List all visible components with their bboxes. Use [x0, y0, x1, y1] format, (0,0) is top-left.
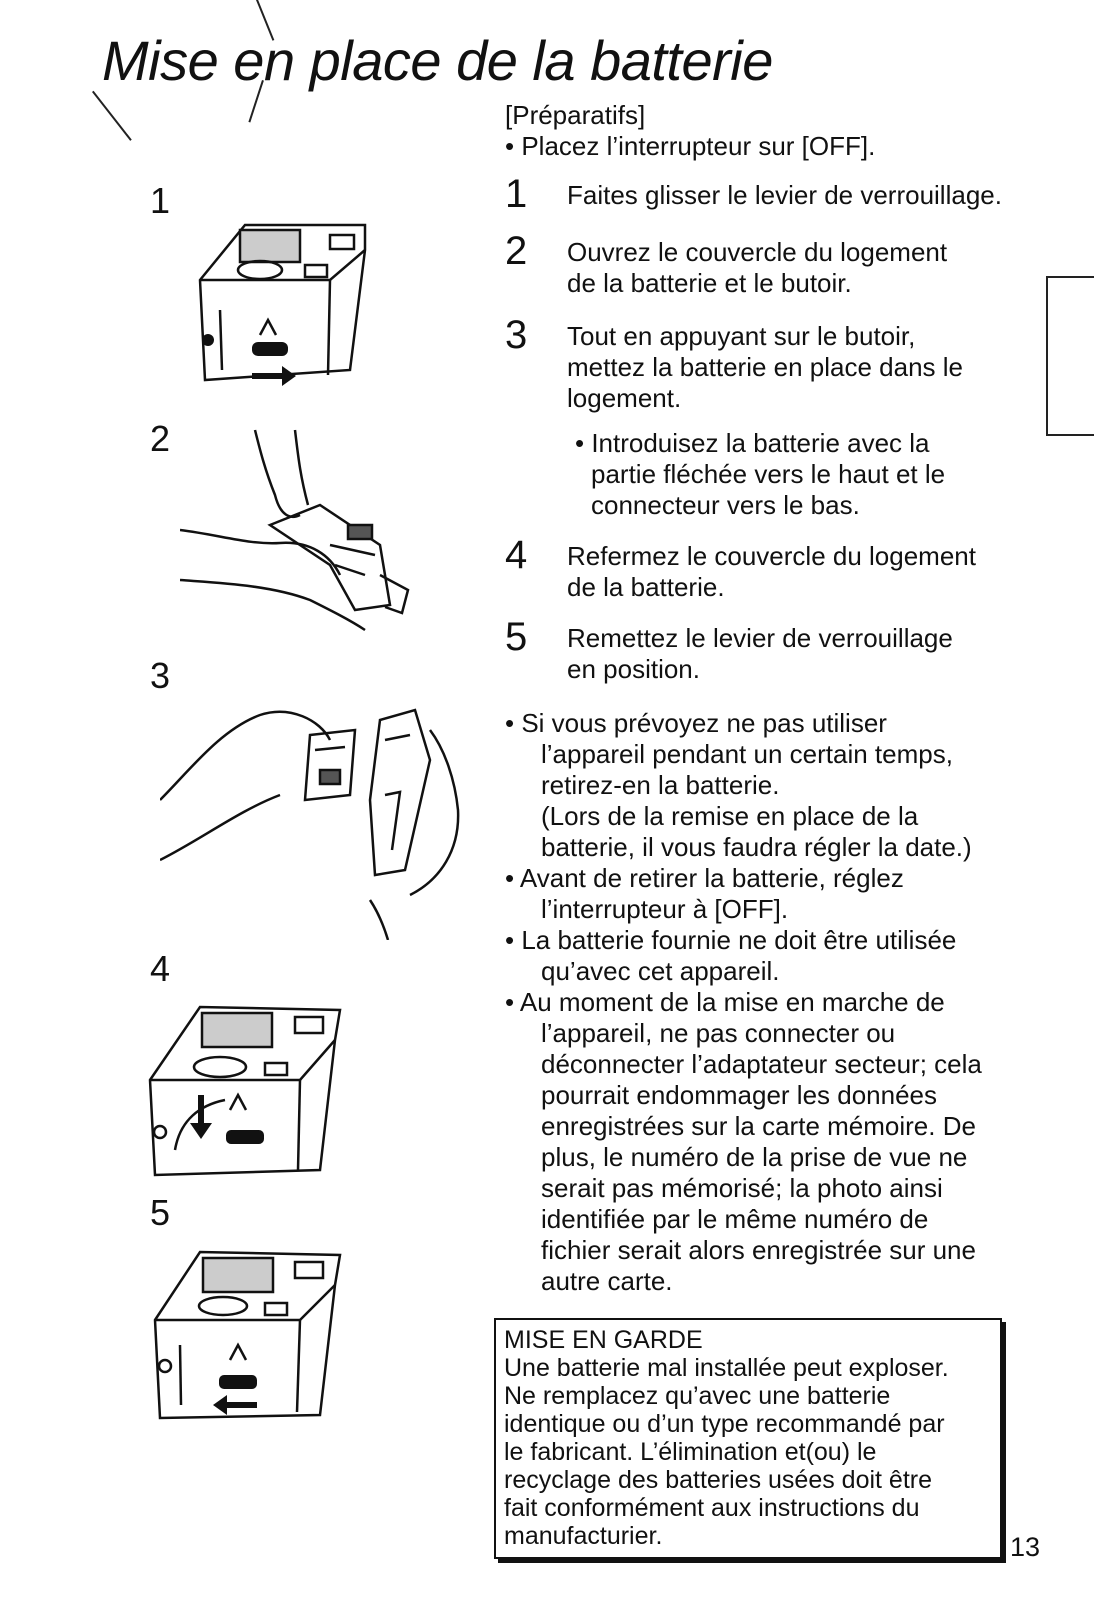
decorative-line [92, 91, 132, 141]
step-4 [505, 533, 1005, 603]
note-line: enregistrées sur la carte mémoire. De [541, 1111, 976, 1141]
caution-line: manufacturier. [504, 1522, 663, 1550]
step-text: Refermez le couvercle du logement [567, 541, 976, 571]
page-title: Mise en place de la batterie [102, 29, 773, 92]
note-line: • Si vous prévoyez ne pas utiliser [505, 708, 887, 738]
preparation-bullet: • Placez l’interrupteur sur [OFF]. [505, 131, 876, 161]
note-line: retirez-en la batterie. [541, 770, 780, 800]
step-text: de la batterie. [567, 572, 725, 602]
note-line: autre carte. [541, 1266, 673, 1296]
step-3 [505, 313, 1005, 414]
figure-number: 2 [150, 418, 171, 459]
note-line: l’interrupteur à [OFF]. [541, 894, 789, 924]
note-line: déconnecter l’adaptateur secteur; cela [541, 1049, 982, 1079]
note-line: (Lors de la remise en place de la [541, 801, 919, 831]
note-2 [505, 863, 1005, 925]
figure-number: 3 [150, 655, 171, 696]
note-line: plus, le numéro de la prise de vue ne [541, 1142, 968, 1172]
caution-heading: MISE EN GARDE [504, 1326, 703, 1354]
camera-illustration-step-1 [190, 210, 380, 400]
step-number: 4 [505, 533, 528, 577]
step-text: de la batterie et le butoir. [567, 268, 852, 298]
caution-box [494, 1318, 1002, 1559]
caution-line: fait conformément aux instructions du [504, 1494, 920, 1522]
step-number: 3 [505, 313, 528, 357]
preparation-block [505, 100, 875, 162]
note-line: • Avant de retirer la batterie, réglez [505, 863, 904, 893]
step-number: 1 [505, 172, 528, 216]
note-line: serait pas mémorisé; la photo ainsi [541, 1173, 943, 1203]
note-3 [505, 925, 1005, 987]
note-line: qu’avec cet appareil. [541, 956, 780, 986]
preparation-heading: [Préparatifs] [505, 100, 646, 130]
step-5 [505, 615, 1005, 685]
step-text: Remettez le levier de verrouillage [567, 623, 953, 653]
subnote-line: partie fléchée vers le haut et le [591, 459, 946, 489]
page-number: 13 [1010, 1532, 1041, 1562]
subnote-line: connecteur vers le bas. [591, 490, 860, 520]
step-text: Ouvrez le couvercle du logement [567, 237, 948, 267]
figure-number: 1 [150, 180, 171, 221]
camera-illustration-step-4 [140, 995, 350, 1190]
step-3-subnote [505, 428, 1005, 521]
note-line: pourrait endommager les données [541, 1080, 938, 1110]
caution-line: identique ou d’un type recommandé par [504, 1410, 945, 1438]
step-text: Faites glisser le levier de verrouillage. [567, 180, 1002, 210]
caution-line: Ne remplacez qu’avec une batterie [504, 1382, 891, 1410]
step-number: 2 [505, 229, 528, 273]
note-1 [505, 708, 1005, 863]
note-4 [505, 987, 1005, 1297]
step-text: Tout en appuyant sur le butoir, [567, 321, 916, 351]
notes-list [505, 708, 1005, 1297]
step-text: logement. [567, 383, 682, 413]
step-number: 5 [505, 615, 528, 659]
note-line: fichier serait alors enregistrée sur une [541, 1235, 976, 1265]
hands-illustration-step-2 [180, 425, 420, 640]
caution-line: le fabricant. L’élimination et(ou) le [504, 1438, 877, 1466]
figure-number: 4 [150, 948, 171, 989]
note-line: identifiée par le même numéro de [541, 1204, 929, 1234]
step-text: mettez la batterie en place dans le [567, 352, 964, 382]
steps-list [505, 172, 1005, 685]
section-tab [1046, 276, 1094, 436]
figure-number: 5 [150, 1192, 171, 1233]
step-2 [505, 229, 1005, 299]
note-line: batterie, il vous faudra régler la date.) [541, 832, 972, 862]
note-line: • La batterie fournie ne doit être utilisée [505, 925, 957, 955]
battery-insertion-illustration-step-3 [160, 700, 470, 940]
subnote-line: • Introduisez la batterie avec la [575, 428, 930, 458]
step-1 [505, 172, 1005, 216]
camera-illustration-step-5 [145, 1240, 345, 1440]
note-line: • Au moment de la mise en marche de [505, 987, 945, 1017]
note-line: l’appareil pendant un certain temps, [541, 739, 953, 769]
caution-line: Une batterie mal installée peut exploser. [504, 1354, 949, 1382]
note-line: l’appareil, ne pas connecter ou [541, 1018, 896, 1048]
caution-line: recyclage des batteries usées doit être [504, 1466, 933, 1494]
step-text: en position. [567, 654, 700, 684]
